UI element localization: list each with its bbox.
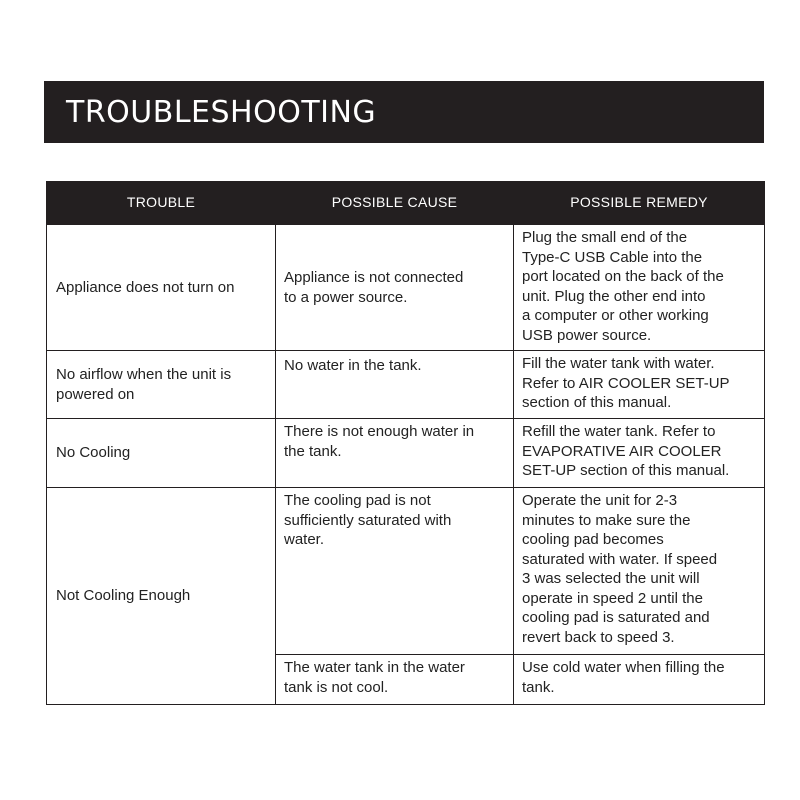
remedy-cell [514, 419, 765, 488]
cause-line: No water in the tank. [284, 357, 422, 374]
remedy-line: minutes to make sure the [522, 511, 691, 529]
remedy-line: operate in speed 2 until the [522, 589, 703, 607]
trouble-cell: Not Cooling Enough [47, 488, 276, 705]
cause-line: sufficiently saturated with [284, 511, 452, 529]
column-header-trouble: TROUBLE [47, 182, 276, 225]
cause-line: The water tank in the water [284, 659, 465, 676]
trouble-cell: No Cooling [47, 419, 276, 488]
remedy-cell [514, 488, 765, 655]
title-banner [44, 81, 764, 143]
remedy-line: USB power source. [522, 326, 652, 344]
page-title: TROUBLESHOOTING [66, 94, 377, 130]
remedy-line: saturated with water. If speed [522, 550, 718, 568]
remedy-line: a computer or other working [522, 307, 709, 324]
remedy-line: Refill the water tank. Refer to [522, 423, 716, 440]
cause-cell [276, 488, 514, 655]
trouble-line: No airflow when the unit is [56, 366, 232, 383]
cause-line: to a power source. [284, 288, 408, 306]
column-header-possible-remedy: POSSIBLE REMEDY [514, 182, 765, 225]
cause-cell [276, 419, 514, 488]
remedy-line: port located on the back of the [522, 268, 724, 285]
cause-line: Appliance is not connected [284, 269, 464, 286]
remedy-cell [514, 351, 765, 419]
table-row [47, 351, 765, 419]
cause-cell [276, 655, 514, 705]
cause-line: There is not enough water in [284, 423, 475, 440]
trouble-line: powered on [56, 385, 135, 403]
table-header-row [47, 182, 765, 225]
trouble-cell: Appliance does not turn on [47, 225, 276, 351]
trouble-cell [47, 351, 276, 419]
table-row [47, 419, 765, 488]
remedy-line: Refer to AIR COOLER SET-UP [522, 374, 730, 392]
cause-line: the tank. [284, 442, 342, 460]
remedy-line: tank. [522, 678, 555, 696]
remedy-line: Plug the small end of the [522, 229, 688, 246]
troubleshooting-table [46, 181, 765, 705]
cause-line: tank is not cool. [284, 678, 389, 696]
remedy-cell [514, 655, 765, 705]
cause-cell [276, 351, 514, 419]
remedy-line: unit. Plug the other end into [522, 287, 706, 305]
remedy-line: cooling pad is saturated and [522, 609, 710, 626]
table-row [47, 225, 765, 351]
remedy-line: Use cold water when filling the [522, 659, 725, 676]
remedy-line: 3 was selected the unit will [522, 570, 700, 587]
cause-cell [276, 225, 514, 351]
cause-line: water. [284, 531, 325, 548]
table-row [47, 488, 765, 655]
remedy-cell [514, 225, 765, 351]
remedy-line: EVAPORATIVE AIR COOLER [522, 442, 722, 460]
remedy-line: revert back to speed 3. [522, 628, 675, 646]
remedy-line: Operate the unit for 2-3 [522, 492, 678, 509]
remedy-line: cooling pad becomes [522, 531, 664, 548]
cause-line: The cooling pad is not [284, 492, 431, 509]
remedy-line: Fill the water tank with water. [522, 355, 715, 372]
remedy-line: SET-UP section of this manual. [522, 462, 730, 479]
remedy-line: Type-C USB Cable into the [522, 248, 703, 266]
column-header-possible-cause: POSSIBLE CAUSE [276, 182, 514, 225]
remedy-line: section of this manual. [522, 394, 672, 411]
